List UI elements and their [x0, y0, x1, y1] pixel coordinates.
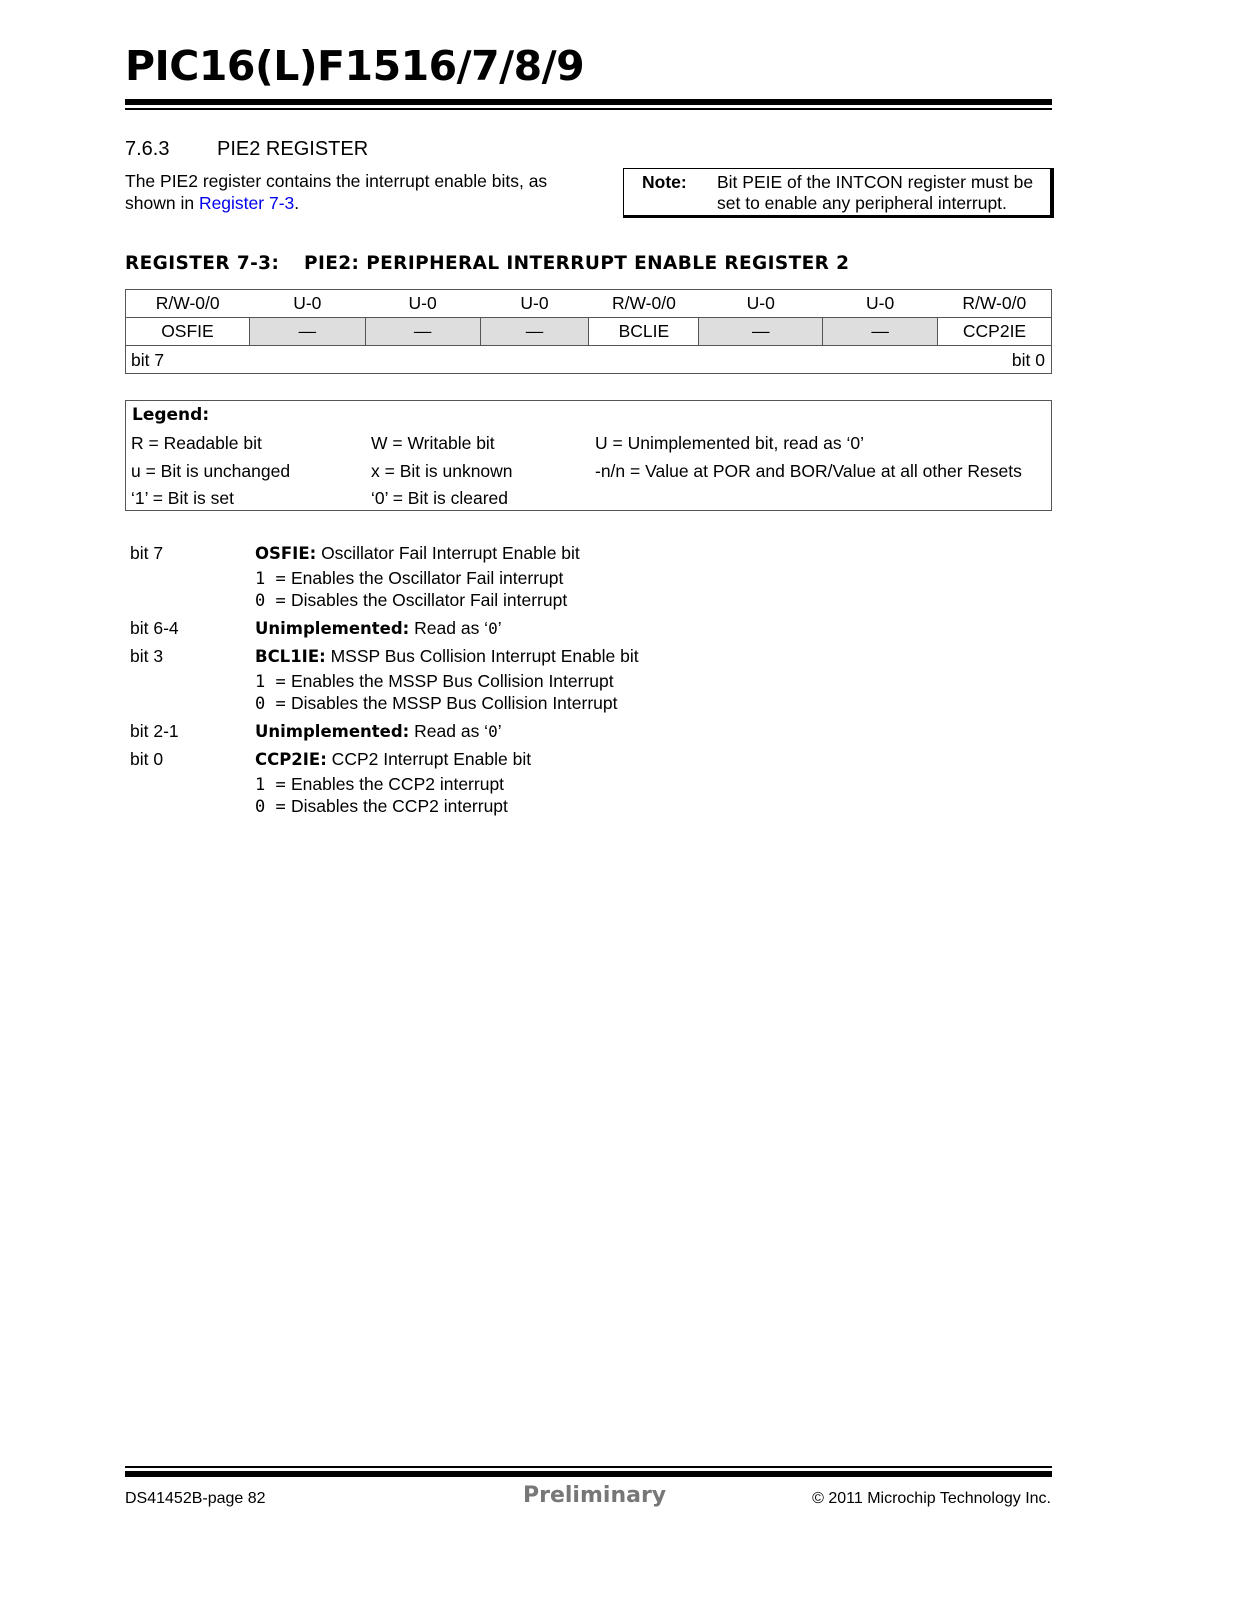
bit-name-cell: — [699, 318, 823, 346]
legend-unimplemented: U = Unimplemented bit, read as ‘0’ [595, 433, 864, 453]
bit-name-cell: CCP2IE [938, 318, 1052, 346]
bit-field-desc: CCP2 Interrupt Enable bit [326, 749, 532, 769]
option-text: Enables the CCP2 interrupt [291, 774, 505, 794]
note-box [623, 168, 1054, 218]
bit-name-cell: — [249, 318, 365, 346]
bit-field-desc: MSSP Bus Collision Interrupt Enable bit [325, 646, 639, 666]
bit-option [255, 693, 618, 714]
legend-bit-cleared: ‘0’ = Bit is cleared [371, 488, 508, 508]
bit-field-desc: Read as ‘ [409, 618, 489, 638]
legend-bit-set: ‘1’ = Bit is set [131, 488, 234, 508]
legend-unknown: x = Bit is unknown [371, 461, 513, 481]
legend-box [125, 400, 1052, 511]
bit-option [255, 568, 563, 589]
msb-label: bit 7 [131, 350, 165, 370]
bit-option [255, 774, 504, 795]
register-title: PIE2: PERIPHERAL INTERRUPT ENABLE REGISTER 2 [304, 253, 850, 274]
section-title: PIE2 REGISTER [217, 138, 369, 160]
bit-field-desc: Oscillator Fail Interrupt Enable bit [316, 543, 580, 563]
access-cell: R/W-0/0 [938, 290, 1052, 318]
bit-field-name: BCL1IE: [255, 647, 326, 666]
option-text: Disables the MSSP Bus Collision Interrupt [291, 693, 618, 713]
bit-field-name: Unimplemented: [255, 722, 410, 741]
bit-number-row [126, 346, 1052, 374]
option-text: Enables the MSSP Bus Collision Interrupt [291, 671, 614, 691]
option-text: Disables the CCP2 interrupt [291, 796, 508, 816]
header-rule [125, 99, 1052, 105]
names-row [126, 318, 1052, 346]
legend-title: Legend: [132, 405, 210, 425]
bit-field-name: OSFIE: [255, 544, 317, 563]
bit-label: bit 0 [130, 749, 164, 769]
read-value: 0 [488, 619, 498, 638]
note-text: Bit PEIE of the INTCON register must be set to enable any peripheral interrupt. [717, 172, 1034, 213]
intro-text: The PIE2 register contains the interrupt enable bits, as shown in [125, 171, 548, 213]
footer-rule [125, 1471, 1052, 1477]
header-rule-thin [125, 108, 1052, 110]
access-cell: R/W-0/0 [126, 290, 250, 318]
document-title: PIC16(L)F1516/7/8/9 [125, 42, 585, 90]
bit-label: bit 2-1 [130, 721, 179, 741]
bit-label: bit 7 [130, 543, 164, 563]
lsb-label: bit 0 [1011, 350, 1045, 370]
register-caption [125, 253, 849, 274]
read-value: 0 [488, 722, 498, 741]
note-label: Note: [642, 172, 687, 192]
bit-field-name: Unimplemented: [255, 619, 410, 638]
register-table [125, 289, 1052, 374]
bit-label: bit 3 [130, 646, 164, 666]
bit-label: bit 6-4 [130, 618, 179, 638]
quote-end: ’ [497, 618, 502, 638]
legend-reset-value: -n/n = Value at POR and BOR/Value at all other Resets [595, 461, 1022, 481]
legend-readable: R = Readable bit [131, 433, 262, 453]
preliminary-label: Preliminary [523, 1483, 667, 1508]
bit-option [255, 796, 508, 817]
bit-field-desc: Read as ‘ [409, 721, 489, 741]
copyright: © 2011 Microchip Technology Inc. [812, 1490, 1051, 1507]
option-text: Enables the Oscillator Fail interrupt [291, 568, 564, 588]
quote-end: ’ [497, 721, 502, 741]
intro-text-end: . [294, 193, 300, 213]
legend-unchanged: u = Bit is unchanged [131, 461, 291, 481]
access-cell: R/W-0/0 [589, 290, 699, 318]
option-value: 0 = [255, 591, 286, 611]
option-value: 1 = [255, 672, 286, 692]
register-label: REGISTER 7-3: [125, 253, 280, 274]
footer-rule-thin [125, 1466, 1052, 1468]
option-text: Disables the Oscillator Fail interrupt [291, 590, 568, 610]
intro-paragraph [125, 170, 585, 214]
option-value: 0 = [255, 694, 286, 714]
section-number: 7.6.3 [125, 138, 170, 160]
access-cell: U-0 [823, 290, 938, 318]
register-link[interactable]: Register 7-3 [198, 193, 295, 213]
bit-option [255, 671, 614, 692]
legend-writable: W = Writable bit [371, 433, 495, 453]
access-cell: U-0 [249, 290, 365, 318]
section-heading [125, 138, 368, 161]
access-row [126, 290, 1052, 318]
option-value: 0 = [255, 797, 286, 817]
page-number: DS41452B-page 82 [125, 1490, 266, 1507]
bit-name-cell: — [823, 318, 938, 346]
option-value: 1 = [255, 775, 286, 795]
bit-option [255, 590, 567, 611]
access-cell: U-0 [365, 290, 480, 318]
bit-name-cell: — [365, 318, 480, 346]
bit-field-name: CCP2IE: [255, 750, 327, 769]
bit-name-cell: OSFIE [126, 318, 250, 346]
option-value: 1 = [255, 569, 286, 589]
bit-name-cell: BCLIE [589, 318, 699, 346]
bit-name-cell: — [480, 318, 589, 346]
access-cell: U-0 [699, 290, 823, 318]
access-cell: U-0 [480, 290, 589, 318]
